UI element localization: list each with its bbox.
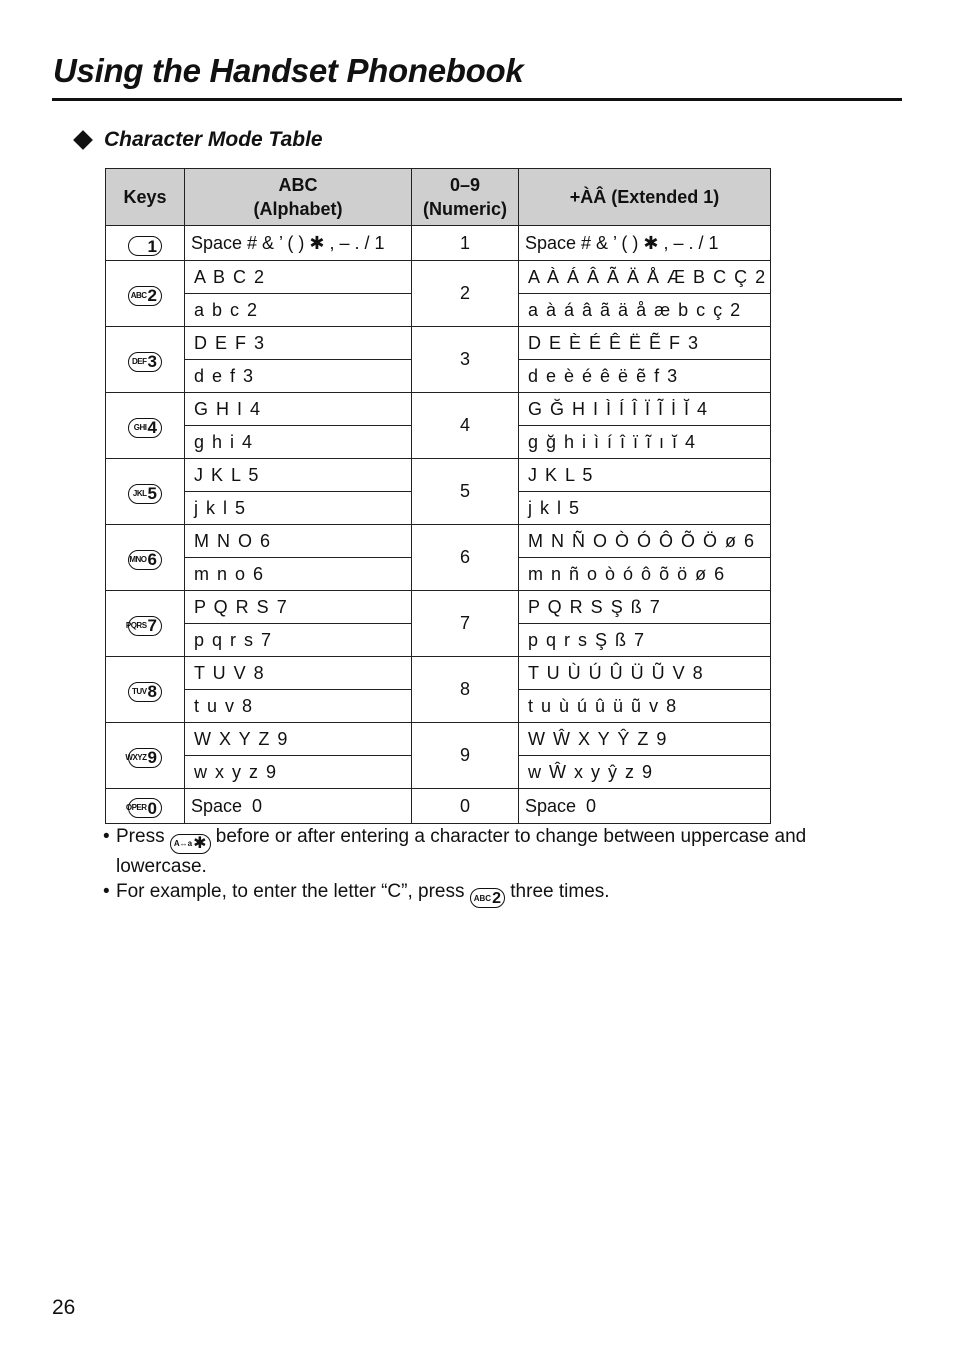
extended-chars: Space # & ’ ( ) ✱ , – . / 1 xyxy=(519,226,771,261)
extended-chars: Space 0 xyxy=(519,789,771,824)
extended-lower: a à á â ã ä å æ b c ç 2 xyxy=(519,294,771,327)
table-row xyxy=(106,261,771,294)
key-cell xyxy=(106,393,185,459)
alpha-upper: P Q R S 7 xyxy=(185,591,412,624)
header-extended: +ÀÂ (Extended 1) xyxy=(519,169,771,226)
table-row xyxy=(106,327,771,360)
key-6-icon: MNO 6 xyxy=(128,550,162,570)
numeric-char: 4 xyxy=(412,393,519,459)
key-cell xyxy=(106,459,185,525)
numeric-char: 5 xyxy=(412,459,519,525)
section-heading-text: Character Mode Table xyxy=(104,128,323,151)
key-2-icon: ABC 2 xyxy=(128,286,162,306)
extended-upper: A À Á Â Ã Ä Å Æ B C Ç 2 xyxy=(519,261,771,294)
key-9-icon: WXYZ 9 xyxy=(128,748,162,768)
extended-upper: M N Ñ O Ò Ó Ô Õ Ö ø 6 xyxy=(519,525,771,558)
case-toggle-key-icon: A↔a ✱ xyxy=(170,834,211,854)
alpha-upper: A B C 2 xyxy=(185,261,412,294)
table-row xyxy=(106,723,771,756)
alpha-lower: d e f 3 xyxy=(185,360,412,393)
note-text: For example, to enter the letter “C”, press ABC 2 three times. xyxy=(116,880,610,907)
numeric-char: 1 xyxy=(412,226,519,261)
alpha-upper: M N O 6 xyxy=(185,525,412,558)
key-3-icon: DEF 3 xyxy=(128,352,162,372)
extended-upper: J K L 5 xyxy=(519,459,771,492)
key-cell xyxy=(106,226,185,261)
table-row xyxy=(106,789,771,824)
key-cell xyxy=(106,789,185,824)
diamond-bullet-icon xyxy=(73,130,93,150)
numeric-char: 0 xyxy=(412,789,519,824)
table-row xyxy=(106,591,771,624)
extended-upper: D E È É Ê Ë Ẽ F 3 xyxy=(519,327,771,360)
key-cell xyxy=(106,327,185,393)
character-mode-table xyxy=(105,168,771,824)
title-rule xyxy=(52,98,902,101)
table-row xyxy=(106,393,771,426)
notes-list xyxy=(103,824,873,908)
extended-lower: d e è é ê ë ẽ f 3 xyxy=(519,360,771,393)
alpha-lower: t u v 8 xyxy=(185,690,412,723)
alpha-upper: D E F 3 xyxy=(185,327,412,360)
table-row xyxy=(106,525,771,558)
bullet-icon: • xyxy=(103,826,110,847)
alpha-lower: p q r s 7 xyxy=(185,624,412,657)
extended-lower: j k l 5 xyxy=(519,492,771,525)
list-item xyxy=(103,879,873,909)
header-numeric: 0–9 (Numeric) xyxy=(412,169,519,226)
alpha-lower: a b c 2 xyxy=(185,294,412,327)
numeric-char: 2 xyxy=(412,261,519,327)
extended-lower: t u ù ú û ü ũ v 8 xyxy=(519,690,771,723)
key-5-icon: JKL 5 xyxy=(128,484,162,504)
key-1-icon: 1 xyxy=(128,236,162,256)
key-0-icon: OPER 0 xyxy=(128,798,162,818)
numeric-char: 8 xyxy=(412,657,519,723)
alpha-lower: m n o 6 xyxy=(185,558,412,591)
note-text: Press A↔a ✱ before or after entering a character to change between uppercase and lowercase. xyxy=(116,826,807,877)
key-7-icon: PQRS 7 xyxy=(128,616,162,636)
table-header-row xyxy=(106,169,771,226)
section-heading xyxy=(72,128,323,152)
alpha-chars: Space 0 xyxy=(185,789,412,824)
table-row xyxy=(106,459,771,492)
numeric-char: 7 xyxy=(412,591,519,657)
key-cell xyxy=(106,261,185,327)
key-4-icon: GHI 4 xyxy=(128,418,162,438)
key-cell xyxy=(106,591,185,657)
numeric-char: 3 xyxy=(412,327,519,393)
alpha-lower: j k l 5 xyxy=(185,492,412,525)
extended-upper: P Q R S Ş ß 7 xyxy=(519,591,771,624)
key-cell xyxy=(106,525,185,591)
extended-upper: G Ğ H I Ì Í Î Ï Ĩ İ Ĭ 4 xyxy=(519,393,771,426)
extended-upper: W Ŵ X Y Ŷ Z 9 xyxy=(519,723,771,756)
header-keys: Keys xyxy=(106,169,185,226)
key-cell xyxy=(106,723,185,789)
alpha-chars: Space # & ’ ( ) ✱ , – . / 1 xyxy=(185,226,412,261)
alpha-upper: T U V 8 xyxy=(185,657,412,690)
list-item xyxy=(103,824,873,879)
extended-lower: w Ŵ x y ŷ z 9 xyxy=(519,756,771,789)
numeric-char: 9 xyxy=(412,723,519,789)
alpha-upper: J K L 5 xyxy=(185,459,412,492)
page-number: 26 xyxy=(52,1296,76,1319)
extended-lower: g ğ h i ì í î ï ĩ ı ĭ 4 xyxy=(519,426,771,459)
alpha-lower: g h i 4 xyxy=(185,426,412,459)
alpha-upper: G H I 4 xyxy=(185,393,412,426)
key-cell xyxy=(106,657,185,723)
key-2-icon: ABC 2 xyxy=(470,888,505,908)
page-title: Using the Handset Phonebook xyxy=(53,52,524,89)
extended-upper: T U Ù Ú Û Ü Ũ V 8 xyxy=(519,657,771,690)
extended-lower: m n ñ o ò ó ô õ ö ø 6 xyxy=(519,558,771,591)
table-row xyxy=(106,657,771,690)
numeric-char: 6 xyxy=(412,525,519,591)
table-row xyxy=(106,226,771,261)
alpha-upper: W X Y Z 9 xyxy=(185,723,412,756)
header-alphabet: ABC (Alphabet) xyxy=(185,169,412,226)
bullet-icon: • xyxy=(103,880,110,902)
key-8-icon: TUV 8 xyxy=(128,682,162,702)
extended-lower: p q r s Ş ß 7 xyxy=(519,624,771,657)
alpha-lower: w x y z 9 xyxy=(185,756,412,789)
